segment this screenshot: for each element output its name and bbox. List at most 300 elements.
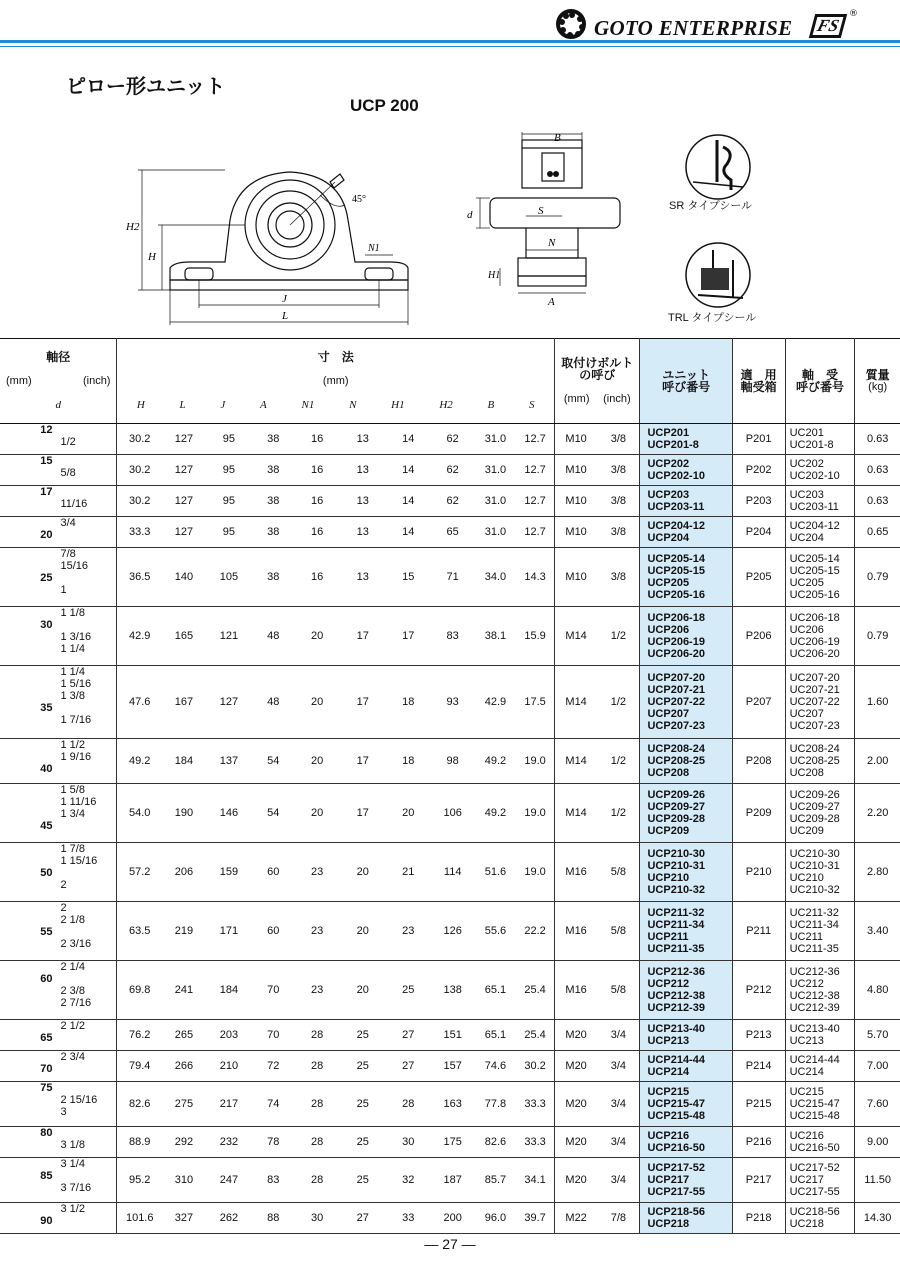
trl-seal-label: TRL タイプシール [668,312,757,324]
dim-h1-cell: 32 [386,1158,431,1203]
trl-seal-detail-icon [683,240,753,310]
dim-n-cell: 13 [340,455,386,486]
header-bolt: 取付けボルト の呼び (mm) (inch) [555,339,640,424]
bearing-number-cell: UC204-12 UC204 [785,517,855,548]
dim-b-cell: 31.0 [475,424,517,455]
dim-label-a: A [548,296,555,308]
unit-number-cell: UCP213-40 UCP213 [640,1020,732,1051]
dim-b-cell: 31.0 [475,455,517,486]
bolt-mm-cell: M10 [555,424,598,455]
dim-n-cell: 13 [340,548,386,607]
dim-h-cell: 82.6 [117,1082,162,1127]
table-row [0,607,900,666]
dim-s-cell: 15.9 [516,607,554,666]
dim-h-cell: 79.4 [117,1051,162,1082]
dim-b-cell: 65.1 [475,1020,517,1051]
dim-h2-cell: 126 [431,902,475,961]
header-bearing: 軸 受 呼び番号 [785,339,855,424]
dim-n-cell: 25 [340,1051,386,1082]
bolt-inch-cell: 3/8 [597,517,640,548]
dim-h-cell: 30.2 [117,486,162,517]
unit-number-cell: UCP201 UCP201-8 [640,424,732,455]
unit-number-cell: UCP207-20 UCP207-21 UCP207-22 UCP207 UCP207-23 [640,666,732,739]
bolt-inch-cell: 3/4 [597,1082,640,1127]
dim-b-cell: 42.9 [475,666,517,739]
dim-h1-cell: 21 [386,843,431,902]
bearing-number-cell: UC212-36 UC212 UC212-38 UC212-39 [785,961,855,1020]
dim-j-cell: 137 [206,739,252,784]
dim-h2-cell: 157 [431,1051,475,1082]
bearing-number-cell: UC207-20 UC207-21 UC207-22 UC207 UC207-23 [785,666,855,739]
bolt-mm-cell: M20 [555,1051,598,1082]
bolt-inch-cell: 3/8 [597,548,640,607]
mass-cell: 14.30 [855,1203,900,1234]
dim-n-cell: 20 [340,961,386,1020]
bearing-number-cell: UC213-40 UC213 [785,1020,855,1051]
header-dimensions: 寸 法 (mm) H L J A N1 N H1 H2 B S [117,339,555,424]
dim-b-cell: 31.0 [475,486,517,517]
dim-l-cell: 266 [162,1051,206,1082]
table-row [0,424,900,455]
bore-mm-cell: 45 [0,784,58,843]
table-row [0,1127,900,1158]
dim-n-cell: 17 [340,666,386,739]
dim-s-cell: 12.7 [516,486,554,517]
mass-cell: 4.80 [855,961,900,1020]
housing-cell: P211 [732,902,785,961]
dim-h-cell: 88.9 [117,1127,162,1158]
bore-inch-cell: 2 15/16 3 [58,1082,117,1127]
dim-j-cell: 95 [206,424,252,455]
dim-s-cell: 19.0 [516,843,554,902]
dim-l-cell: 327 [162,1203,206,1234]
bolt-mm-cell: M20 [555,1082,598,1127]
dim-h1-cell: 20 [386,784,431,843]
dim-a-cell: 38 [252,486,295,517]
bore-mm-cell: 90 [0,1203,58,1234]
housing-cell: P212 [732,961,785,1020]
dim-n-cell: 17 [340,784,386,843]
dim-n-cell: 25 [340,1082,386,1127]
unit-number-cell: UCP217-52 UCP217 UCP217-55 [640,1158,732,1203]
unit-number-cell: UCP208-24 UCP208-25 UCP208 [640,739,732,784]
dim-s-cell: 25.4 [516,961,554,1020]
dim-label-b: B [554,132,561,144]
dim-h2-cell: 200 [431,1203,475,1234]
bore-inch-cell: 1 7/8 1 15/16 2 [58,843,117,902]
dim-a-cell: 48 [252,666,295,739]
dim-h-cell: 54.0 [117,784,162,843]
dim-b-cell: 31.0 [475,517,517,548]
unit-number-cell: UCP215 UCP215-47 UCP215-48 [640,1082,732,1127]
bolt-inch-cell: 3/4 [597,1020,640,1051]
bolt-mm-cell: M10 [555,486,598,517]
dim-label-n1: N1 [368,243,380,254]
bore-mm-cell: 20 [0,517,58,548]
dim-s-cell: 30.2 [516,1051,554,1082]
angle-label: 45° [352,194,366,205]
dim-l-cell: 275 [162,1082,206,1127]
unit-number-cell: UCP210-30 UCP210-31 UCP210 UCP210-32 [640,843,732,902]
dim-h1-cell: 14 [386,455,431,486]
bolt-inch-cell: 5/8 [597,843,640,902]
bore-inch-cell: 3/4 [58,517,117,548]
bolt-inch-cell: 1/2 [597,739,640,784]
series-title: UCP 200 [350,96,419,115]
housing-cell: P205 [732,548,785,607]
dim-j-cell: 232 [206,1127,252,1158]
dim-h2-cell: 83 [431,607,475,666]
dim-l-cell: 310 [162,1158,206,1203]
bore-mm-cell: 30 [0,607,58,666]
bolt-mm-cell: M20 [555,1127,598,1158]
table-row [0,1082,900,1127]
dim-n1-cell: 28 [295,1158,340,1203]
unit-number-cell: UCP205-14 UCP205-15 UCP205 UCP205-16 [640,548,732,607]
dim-h-cell: 33.3 [117,517,162,548]
dim-l-cell: 206 [162,843,206,902]
dim-h1-cell: 28 [386,1082,431,1127]
dim-label-h1: H1 [488,270,501,281]
mass-cell: 0.79 [855,548,900,607]
dim-h2-cell: 138 [431,961,475,1020]
table-row [0,843,900,902]
mass-cell: 3.40 [855,902,900,961]
dim-j-cell: 217 [206,1082,252,1127]
table-row [0,902,900,961]
bore-inch-cell: 2 1/4 2 3/8 2 7/16 [58,961,117,1020]
dim-h-cell: 42.9 [117,607,162,666]
bolt-mm-cell: M16 [555,902,598,961]
dim-a-cell: 38 [252,424,295,455]
dim-h1-cell: 27 [386,1051,431,1082]
bolt-mm-cell: M10 [555,548,598,607]
bolt-inch-cell: 1/2 [597,607,640,666]
bore-inch-cell: 3 1/2 [58,1203,117,1234]
dim-a-cell: 38 [252,455,295,486]
bearing-number-cell: UC214-44 UC214 [785,1051,855,1082]
dim-j-cell: 171 [206,902,252,961]
page-title: ピロー形ユニット [66,74,226,98]
dim-label-n: N [548,237,556,249]
dim-n1-cell: 28 [295,1082,340,1127]
bolt-inch-cell: 3/4 [597,1158,640,1203]
dim-h-cell: 49.2 [117,739,162,784]
unit-number-cell: UCP211-32 UCP211-34 UCP211 UCP211-35 [640,902,732,961]
header-housing: 適 用 軸受箱 [732,339,785,424]
bearing-number-cell: UC215 UC215-47 UC215-48 [785,1082,855,1127]
front-view-drawing [126,150,420,330]
bolt-inch-cell: 3/4 [597,1127,640,1158]
bore-mm-cell: 40 [0,739,58,784]
dim-s-cell: 19.0 [516,739,554,784]
mass-cell: 0.65 [855,517,900,548]
table-row [0,1051,900,1082]
dim-a-cell: 72 [252,1051,295,1082]
mass-cell: 2.00 [855,739,900,784]
housing-cell: P204 [732,517,785,548]
dim-n-cell: 25 [340,1127,386,1158]
dim-b-cell: 49.2 [475,739,517,784]
header-shaft: 軸径 (mm) (inch) d [0,339,117,424]
dim-h1-cell: 30 [386,1127,431,1158]
dim-h2-cell: 98 [431,739,475,784]
dim-n1-cell: 20 [295,784,340,843]
bore-inch-cell: 3 1/4 3 7/16 [58,1158,117,1203]
dim-a-cell: 60 [252,902,295,961]
bore-mm-cell: 25 [0,548,58,607]
dim-b-cell: 38.1 [475,607,517,666]
table-row [0,548,900,607]
dim-n1-cell: 30 [295,1203,340,1234]
mass-cell: 0.63 [855,424,900,455]
table-row [0,1203,900,1234]
dim-a-cell: 70 [252,1020,295,1051]
dim-h-cell: 101.6 [117,1203,162,1234]
dim-label-s: S [538,205,544,217]
housing-cell: P203 [732,486,785,517]
housing-cell: P217 [732,1158,785,1203]
dim-a-cell: 54 [252,739,295,784]
housing-cell: P201 [732,424,785,455]
dim-h1-cell: 17 [386,607,431,666]
dim-h2-cell: 151 [431,1020,475,1051]
bolt-inch-cell: 3/8 [597,486,640,517]
dim-n1-cell: 16 [295,424,340,455]
dim-n-cell: 20 [340,902,386,961]
dim-s-cell: 14.3 [516,548,554,607]
bearing-number-cell: UC209-26 UC209-27 UC209-28 UC209 [785,784,855,843]
dim-s-cell: 33.3 [516,1082,554,1127]
unit-number-cell: UCP204-12 UCP204 [640,517,732,548]
dim-l-cell: 140 [162,548,206,607]
dim-n1-cell: 23 [295,902,340,961]
dim-a-cell: 74 [252,1082,295,1127]
housing-cell: P207 [732,666,785,739]
dim-n-cell: 13 [340,517,386,548]
table-row [0,784,900,843]
bore-mm-cell: 50 [0,843,58,902]
bearing-number-cell: UC211-32 UC211-34 UC211 UC211-35 [785,902,855,961]
dim-h1-cell: 14 [386,486,431,517]
bore-inch-cell: 2 1/2 [58,1020,117,1051]
header-mass: 質量 (kg) [855,339,900,424]
dim-j-cell: 95 [206,486,252,517]
bore-mm-cell: 80 [0,1127,58,1158]
bearing-number-cell: UC218-56 UC218 [785,1203,855,1234]
unit-number-cell: UCP214-44 UCP214 [640,1051,732,1082]
dim-s-cell: 33.3 [516,1127,554,1158]
housing-cell: P213 [732,1020,785,1051]
bolt-mm-cell: M20 [555,1020,598,1051]
bearing-number-cell: UC201 UC201-8 [785,424,855,455]
housing-cell: P216 [732,1127,785,1158]
dim-label-h2: H2 [126,221,140,233]
bore-inch-cell: 1 1/8 1 3/16 1 1/4 [58,607,117,666]
dim-j-cell: 105 [206,548,252,607]
dim-h2-cell: 106 [431,784,475,843]
housing-cell: P215 [732,1082,785,1127]
dim-n1-cell: 20 [295,666,340,739]
dim-j-cell: 159 [206,843,252,902]
dim-a-cell: 48 [252,607,295,666]
dim-h2-cell: 175 [431,1127,475,1158]
table-row [0,455,900,486]
housing-cell: P202 [732,455,785,486]
dim-b-cell: 74.6 [475,1051,517,1082]
dim-h1-cell: 15 [386,548,431,607]
unit-number-cell: UCP203 UCP203-11 [640,486,732,517]
bearing-number-cell: UC202 UC202-10 [785,455,855,486]
bore-mm-cell: 35 [0,666,58,739]
housing-cell: P208 [732,739,785,784]
mass-cell: 0.63 [855,455,900,486]
mass-cell: 7.00 [855,1051,900,1082]
mass-cell: 0.79 [855,607,900,666]
dim-n-cell: 17 [340,607,386,666]
dim-h2-cell: 65 [431,517,475,548]
dim-h-cell: 30.2 [117,424,162,455]
registered-mark: ® [849,9,858,19]
page-number: ― 27 ― [424,1236,476,1252]
dim-l-cell: 219 [162,902,206,961]
housing-cell: P210 [732,843,785,902]
table-row [0,739,900,784]
table-row [0,486,900,517]
mass-cell: 2.20 [855,784,900,843]
bolt-mm-cell: M14 [555,784,598,843]
unit-number-cell: UCP216 UCP216-50 [640,1127,732,1158]
dim-h1-cell: 18 [386,666,431,739]
dim-h2-cell: 62 [431,424,475,455]
table-row [0,1158,900,1203]
dim-a-cell: 78 [252,1127,295,1158]
header-rule-thin [0,46,900,47]
bolt-inch-cell: 1/2 [597,666,640,739]
bore-inch-cell: 3 1/8 [58,1127,117,1158]
bearing-number-cell: UC205-14 UC205-15 UC205 UC205-16 [785,548,855,607]
bore-mm-cell: 85 [0,1158,58,1203]
bearing-logo-icon [556,9,586,39]
dim-h2-cell: 62 [431,486,475,517]
bearing-number-cell: UC206-18 UC206 UC206-19 UC206-20 [785,607,855,666]
dim-s-cell: 34.1 [516,1158,554,1203]
side-view-drawing [460,128,630,313]
unit-number-cell: UCP218-56 UCP218 [640,1203,732,1234]
brand-name: GOTO ENTERPRISE [594,16,793,40]
bearing-number-cell: UC210-30 UC210-31 UC210 UC210-32 [785,843,855,902]
bolt-mm-cell: M20 [555,1158,598,1203]
bore-mm-cell: 17 [0,486,58,517]
dim-l-cell: 190 [162,784,206,843]
dim-j-cell: 210 [206,1051,252,1082]
dim-n1-cell: 28 [295,1020,340,1051]
dim-a-cell: 38 [252,548,295,607]
dim-n1-cell: 23 [295,961,340,1020]
mass-cell: 1.60 [855,666,900,739]
dim-h1-cell: 27 [386,1020,431,1051]
dim-n-cell: 27 [340,1203,386,1234]
dim-h-cell: 47.6 [117,666,162,739]
bore-mm-cell: 60 [0,961,58,1020]
dim-j-cell: 203 [206,1020,252,1051]
dim-b-cell: 77.8 [475,1082,517,1127]
dim-j-cell: 184 [206,961,252,1020]
dim-b-cell: 49.2 [475,784,517,843]
dim-h2-cell: 114 [431,843,475,902]
bolt-mm-cell: M10 [555,455,598,486]
mass-cell: 9.00 [855,1127,900,1158]
dim-a-cell: 60 [252,843,295,902]
housing-cell: P218 [732,1203,785,1234]
bolt-mm-cell: M16 [555,843,598,902]
dim-h2-cell: 71 [431,548,475,607]
dim-h1-cell: 23 [386,902,431,961]
dim-h1-cell: 14 [386,517,431,548]
dim-j-cell: 146 [206,784,252,843]
dim-n1-cell: 16 [295,486,340,517]
bolt-mm-cell: M16 [555,961,598,1020]
dim-l-cell: 184 [162,739,206,784]
dim-s-cell: 12.7 [516,517,554,548]
housing-cell: P206 [732,607,785,666]
dim-h2-cell: 163 [431,1082,475,1127]
dim-a-cell: 38 [252,517,295,548]
dim-label-j: J [282,293,287,305]
dim-h2-cell: 62 [431,455,475,486]
bore-inch-cell: 1/2 [58,424,117,455]
dim-l-cell: 167 [162,666,206,739]
dim-j-cell: 127 [206,666,252,739]
dim-n-cell: 25 [340,1158,386,1203]
dim-label-d: d [467,209,473,221]
table-row [0,517,900,548]
bolt-mm-cell: M22 [555,1203,598,1234]
bore-inch-cell: 2 3/4 [58,1051,117,1082]
dim-s-cell: 22.2 [516,902,554,961]
dim-n1-cell: 28 [295,1051,340,1082]
dim-n-cell: 25 [340,1020,386,1051]
mass-cell: 2.80 [855,843,900,902]
bolt-inch-cell: 5/8 [597,902,640,961]
dim-a-cell: 70 [252,961,295,1020]
bolt-mm-cell: M14 [555,739,598,784]
bore-mm-cell: 12 [0,424,58,455]
dim-s-cell: 17.5 [516,666,554,739]
dim-a-cell: 88 [252,1203,295,1234]
bore-mm-cell: 75 [0,1082,58,1127]
dim-h-cell: 76.2 [117,1020,162,1051]
dim-s-cell: 12.7 [516,455,554,486]
dim-l-cell: 127 [162,517,206,548]
dim-b-cell: 96.0 [475,1203,517,1234]
dim-s-cell: 39.7 [516,1203,554,1234]
bore-mm-cell: 55 [0,902,58,961]
dim-h1-cell: 33 [386,1203,431,1234]
housing-cell: P209 [732,784,785,843]
dim-b-cell: 34.0 [475,548,517,607]
bolt-mm-cell: M14 [555,666,598,739]
dim-l-cell: 127 [162,424,206,455]
unit-number-cell: UCP209-26 UCP209-27 UCP209-28 UCP209 [640,784,732,843]
bore-inch-cell: 5/8 [58,455,117,486]
sr-seal-label: SR タイプシール [669,200,753,212]
dim-h-cell: 57.2 [117,843,162,902]
unit-number-cell: UCP202 UCP202-10 [640,455,732,486]
dim-h1-cell: 18 [386,739,431,784]
dim-j-cell: 121 [206,607,252,666]
bore-inch-cell: 11/16 [58,486,117,517]
